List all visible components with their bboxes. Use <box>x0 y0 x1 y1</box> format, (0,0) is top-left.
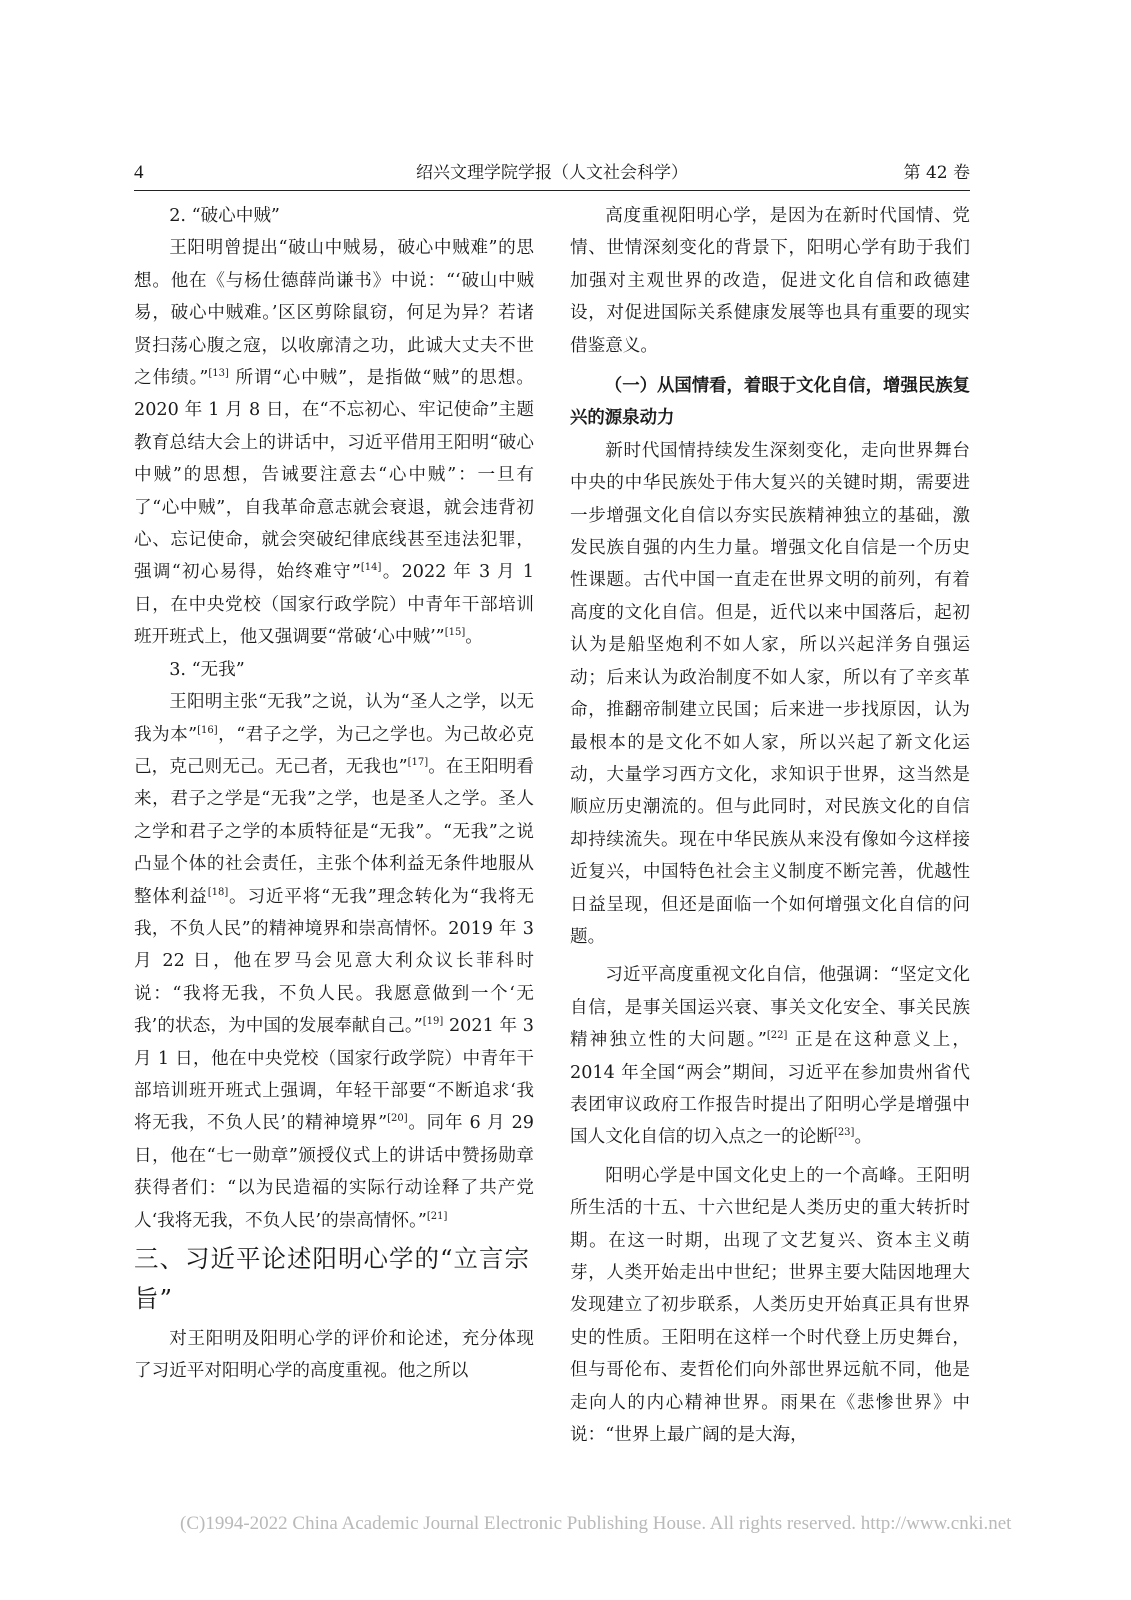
citation-marker: [18] <box>207 886 229 898</box>
paragraph: 阳明心学是中国文化史上的一个高峰。王阳明所生活的十五、十六世纪是人类历史的重大转折时期。在这一时期，出现了文艺复兴、资本主义萌芽，人类开始走出中世纪；世界主要大陆因地理大发现建立了初步联系，人类历史开始真正具有世界史的性质。王阳明在这样一个时代登上历史舞台，但与哥伦布、麦哲伦们向外部世界远航不同，他是走向人的内心精神世界。雨果在《悲惨世界》中说：“世界上最广阔的是大海， <box>570 1165 970 1446</box>
citation-marker: [19] <box>422 1016 444 1028</box>
journal-title: 绍兴文理学院学报（人文社会科学） <box>416 163 688 183</box>
citation-marker: [22] <box>766 1030 788 1042</box>
paragraph: 王阳明主张“无我”之说，认为“圣人之学，以无我为本”[16]，“君子之学，为己之学也。为己故必克己，克己则无己。无己者，无我也”[17]。在王阳明看来，君子之学是“无我”之学，也是圣人之学。圣人之学和君子之学的本质特征是“无我”。“无我”之说凸显个体的社会责任，主张个体利益无条件地服从整体利益[18]。习近平将“无我”理念转化为“我将无我，不负人民”的精神境界和崇高情怀。2019 年 3 月 22 日，他在罗马会见意大利众议长菲科时说：“我将无我，不负人民。我愿意做到一个‘无我’的状态，为中国的发展奉献自己。”[19] 2021 年 3 月 1 日，他在中央党校（国家行政学院）中青年干部培训班开班式上强调，年轻干部要“不断追求‘我将无我，不负人民’的精神境界”[20]。同年 6 月 29 日，他在“七一勋章”颁授仪式上的讲话中赞扬勋章获得者们：“以为民造福的实际行动诠释了共产党人‘我将无我，不负人民’的崇高情怀。”[21] <box>134 692 535 1231</box>
section-title: 三、习近平论述阳明心学的“立言宗旨” <box>134 1244 531 1313</box>
citation-marker: [20] <box>387 1113 408 1125</box>
citation-marker: [14] <box>360 562 382 574</box>
right-column <box>570 200 970 1451</box>
paragraph: 王阳明曾提出“破山中贼易，破心中贼难”的思想。他在《与杨仕德薛尚谦书》中说：“‘破山中贼易，破心中贼难。’区区剪除鼠窃，何足为异？若诸贤扫荡心腹之寇，以收廓清之功，此诚大丈夫不世之伟绩。”[13] 所谓“心中贼”，是指做“贼”的思想。2020 年 1 月 8 日，在“不忘初心、牢记使命”主题教育总结大会上的讲话中，习近平借用王阳明“破心中贼”的思想，告诫要注意去“心中贼”：一旦有了“心中贼”，自我革命意志就会衰退，就会违背初心、忘记使命，就会突破纪律底线甚至违法犯罪，强调“初心易得，始终难守”[14]。2022 年 3 月 1 日，在中央党校（国家行政学院）中青年干部培训班开班式上，他又强调要“常破‘心中贼’”[15]。 <box>134 238 534 648</box>
citation-marker: [13] <box>208 368 229 380</box>
paragraph: 习近平高度重视文化自信，他强调：“坚定文化自信，是事关国运兴衰、事关文化安全、事关民族精神独立性的大问题。”[22] 正是在这种意义上，2014 年全国“两会”期间，习近平在参加贵州省代表团审议政府工作报告时提出了阳明心学是增强中国人文化自信的切入点之一的论断[23]。 <box>570 965 971 1148</box>
left-column <box>134 200 534 1388</box>
header-rule <box>134 190 970 191</box>
citation-marker: [17] <box>407 757 429 769</box>
copyright-footer: (C)1994-2022 China Academic Journal Electronic Publishing House. All rights reserved. http://www.cnki.net <box>180 1513 1012 1534</box>
citation-marker: [15] <box>444 627 466 639</box>
page-number: 4 <box>134 162 144 183</box>
paragraph: 对王阳明及阳明心学的评价和论述，充分体现了习近平对阳明心学的高度重视。他之所以 <box>134 1329 534 1382</box>
paragraph: 新时代国情持续发生深刻变化，走向世界舞台中央的中华民族处于伟大复兴的关键时期，需要进一步增强文化自信以夯实民族精神独立的基础，激发民族自强的内生力量。增强文化自信是一个历史性课题。古代中国一直走在世界文明的前列，有着高度的文化自信。但是，近代以来中国落后，起初认为是船坚炮利不如人家，所以兴起洋务自强运动；后来认为政治制度不如人家，所以有了辛亥革命，推翻帝制建立民国；后来进一步找原因，认为最根本的是文化不如人家，所以兴起了新文化运动，大量学习西方文化，求知识于世界，这当然是顺应历史潮流的。但与此同时，对民族文化的自信却持续流失。现在中华民族从来没有像如今这样接近复兴，中国特色社会主义制度不断完善，优越性日益呈现，但还是面临一个如何增强文化自信的问题。 <box>570 440 970 947</box>
volume-label: 第 42 卷 <box>903 163 970 183</box>
citation-marker: [16] <box>197 724 218 736</box>
citation-marker: [21] <box>426 1210 448 1222</box>
subsection-title-po-xin-zhong-zei: 2. “破心中贼” <box>169 206 280 226</box>
subsection-heading: （一）从国情看，着眼于文化自信，增强民族复兴的源泉动力 <box>570 376 971 429</box>
page-header <box>134 160 970 186</box>
subsection-title-wu-wo: 3. “无我” <box>169 659 245 680</box>
paragraph: 高度重视阳明心学，是因为在新时代国情、党情、世情深刻变化的背景下，阳明心学有助于我们加强对主观世界的改造，促进文化自信和政德建设，对促进国际关系健康发展等也具有重要的现实借鉴意义。 <box>570 206 970 356</box>
citation-marker: [23] <box>833 1127 855 1139</box>
